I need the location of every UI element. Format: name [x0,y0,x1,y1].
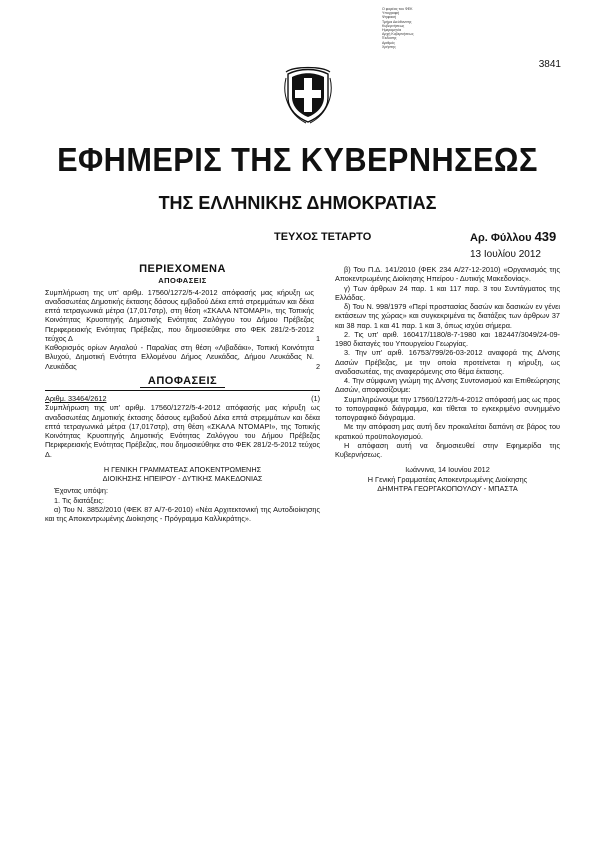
left-column [45,265,320,523]
decision-text: Συμπληρώνουμε την 17560/1272/5-4-2012 απόφασή μας ως προς το τοπογραφικό διάγραμμα, και τίθεται το εγκεκριμένο συνημμένο τοπογραφικό διάγραμμα. [335,394,560,422]
contents-heading: ΠΕΡΙΕΧΟΜΕΝΑ [139,263,226,275]
sheet-value: 439 [534,229,557,244]
issue-label: ΤΕΥΧΟΣ ΤΕΤΑΡΤΟ [274,231,372,243]
toc-entry-page: 1 [315,333,320,343]
provision-item-2: 2. Τις υπ' αριθ. 160417/1180/8-7-1980 και 182447/3049/24-09-1980 διαταγές του Υπουργείου Γεωργίας. [335,329,560,348]
sheet-label: Αρ. Φύλλου [470,232,532,244]
sheet-number [470,229,556,244]
stamp-line: Αρχή Κυβερνήσεως [382,32,414,37]
decision-header [45,394,320,403]
signer-name: ΔΗΜΗΤΡΑ ΓΕΩΡΓΑΚΟΠΟΥΛΟΥ - ΜΠΑΣΤΑ [377,483,518,493]
publication-order: Η απόφαση αυτή να δημοσιευθεί στην Εφημερίδα της Κυβερνήσεως. [335,440,560,459]
contents-subheading: ΑΠΟΦΑΣΕΙΣ [158,276,207,286]
stamp-line: Κυβερνήσεως [382,23,405,28]
toc-entry [45,288,320,344]
stamp-line: Ψηφιακή [382,15,397,20]
provision-item-b: β) Του Π.Δ. 141/2010 (ΦΕΚ 234 Α/27-12-2010) «Οργανισμός της Αποκεντρωμένης Διοίκησης Ηπείρου - Δυτικής Μακεδονίας». [335,265,560,284]
authority-line-2: ΔΙΟΙΚΗΣΗΣ ΗΠΕΙΡΟΥ - ΔΥΤΙΚΗΣ ΜΑΚΕΔΟΝΙΑΣ [102,474,263,483]
gazette-subtitle: ΤΗΣ ΕΛΛΗΝΙΚΗΣ ΔΗΜΟΚΡΑΤΙΑΣ [158,193,437,213]
stamp-line: Ο φορέας του ΦΕΚ [382,7,413,11]
stamp-line: Υπογραφή [382,11,400,16]
considering-label: Έχοντας υπόψη: [54,486,108,496]
digital-signature-stamp [382,7,472,49]
stamp-line: Χρήστης [382,44,396,49]
provision-item-4: 4. Την σύμφωνη γνώμη της Δ/νσης Συντονισμού και Επιθεώρησης Δασών, αποφασίζουμε: [335,376,560,395]
stamp-line: Αριθμός [382,40,396,45]
authority-line-1: Η ΓΕΝΙΚΗ ΓΡΑΜΜΑΤΕΑΣ ΑΠΟΚΕΝΤΡΩΜΕΝΗΣ [103,464,262,474]
stamp-line: Ημερομηνία [382,28,402,33]
provision-item-c: γ) Των άρθρων 24 παρ. 1 και 117 παρ. 3 του Συντάγματος της Ελλάδας. [335,283,560,302]
gazette-title: ΕΦΗΜΕΡΙΣ ΤΗΣ ΚΥΒΕΡΝΗΣΕΩΣ [57,141,538,178]
provision-item-d: δ) Του Ν. 998/1979 «Περί προστασίας δασών και δασικών εν γένει εκτάσεων της χώρας» και συγκεκριμένα τις διατάξεις των άρθρων 37 και 38 παρ. 1 και 41 παρ. 1 και 3, όπως ισχύει σήμερα. [335,302,560,330]
divider [45,390,320,391]
toc-entry-text: Συμπλήρωση της υπ' αριθμ. 17560/1272/5-4-2012 απόφασής μας κήρυξη ως αναδασωτέας Δημοτικής έκτασης δάσους εμβαδού Δέκα επτά στρεμμάτων και δέκα επτά τετραγωνικά μέτρα (17,017στρ), στη θέση «ΣΚΑΛΑ ΝΤΟΜΑΡΙ», της Τοπικής Κοινότητας Κρυοπηγής Δημοτικής Ενότητας Ζαλόγγου του Δήμου Πρέβεζας Περιφερειακής Ενότητας Πρέβεζας, που δημοσιεύθηκε στο ΦΕΚ 281/2-5-2012 τεύχος Δ [45,287,314,343]
place-date: Ιωάννινα, 14 Ιουνίου 2012 [405,465,490,475]
decision-summary: Συμπλήρωση της υπ' αριθμ. 17560/1272/5-4-2012 απόφασής μας κήρυξη ως αναδασωτέας Δημοτικής έκτασης δάσους εμβαδού Δέκα επτά στρεμμάτων και δέκα επτά τετραγωνικά μέτρα (17,017στρ), στη θέση «ΣΚΑΛΑ ΝΤΟΜΑΡΙ», της Τοπικής Κοινότητας Κρυοπηγής Δημοτικής Ενότητας Ζαλόγγου του Δήμου Πρέβεζας Περιφερειακής Ενότητας Πρέβεζας, που δημοσιεύθηκε στο ΦΕΚ 281/2-5-2012 τεύχος Δ. [45,403,320,459]
decisions-heading: ΑΠΟΦΑΣΕΙΣ [45,377,320,386]
toc-entry-page: 2 [315,361,320,371]
issue-date: 13 Ιουλίου 2012 [470,249,541,260]
toc-entry [45,343,320,371]
decision-ref: (1) [311,394,320,403]
provision-item-3: 3. Την υπ' αριθ. 16753/799/26-03-2012 αναφορά της Δ/νσης Δασών Πρέβεζας, με την οποία προτείνεται η κήρυξη, ως αναδασωτέας, της αναφερόμενης στο θέμα έκτασης. [335,348,560,376]
provision-item-a: α) Του Ν. 3852/2010 (ΦΕΚ 87 Α/7-6-2010) «Νέα Αρχιτεκτονική της Αυτοδιοίκησης και της Αποκεντρωμένης Διοίκησης - Πρόγραμμα Καλλικράτης». [45,504,320,523]
greek-coat-of-arms-icon [284,64,332,124]
stamp-line: Τμήμα Διεύθυνσης [382,19,412,24]
right-column [335,265,560,493]
cost-statement: Με την απόφαση μας αυτή δεν προκαλείται δαπάνη σε βάρος του κρατικού προϋπολογισμού. [335,422,560,441]
decision-number: Αριθμ. 33464/2612 [45,394,107,403]
page-number: 3841 [538,59,561,70]
signer-title: Η Γενική Γραμματέας Αποκεντρωμένης Διοίκησης [367,474,528,484]
provisions-label: 1. Τις διατάξεις: [54,495,104,505]
stamp-line: Έκδοσης [382,36,397,41]
toc-entry-text: Καθορισμός ορίων Αιγιαλού - Παραλίας στη θέση «Λιβαδάκι», Τοπική Κοινότητα Βλυχού, Δημοτική Ενότητα Ελλομένου Δήμος Λευκάδας, Δήμου Λευκάδας Ν. Λευκάδας [45,343,314,371]
